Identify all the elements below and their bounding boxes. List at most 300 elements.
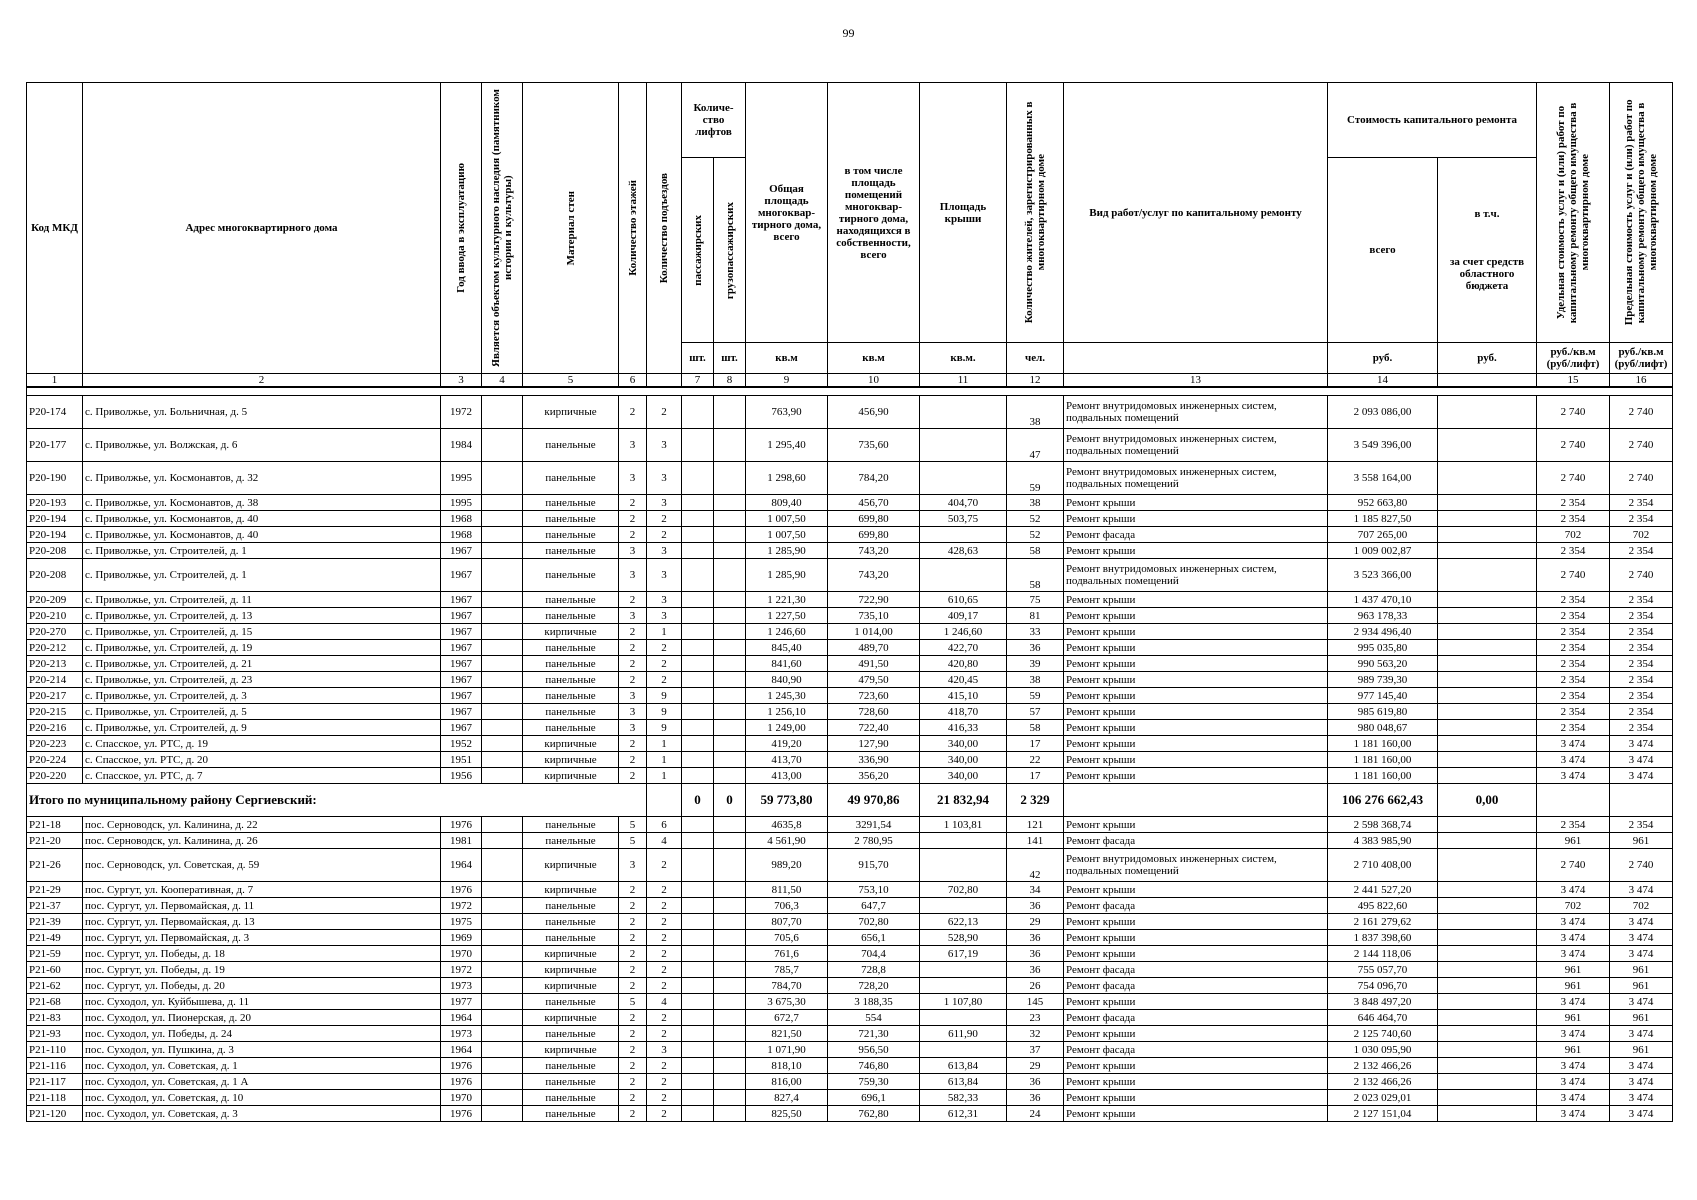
cell-cost: 963 178,33: [1328, 608, 1438, 624]
cell-total: 809,40: [746, 495, 828, 511]
cell-entr: 2: [647, 914, 682, 930]
cell-unit: 2 740: [1537, 396, 1610, 429]
cell-cost: 3 523 366,00: [1328, 559, 1438, 592]
total-row: [27, 784, 1673, 817]
cell-roof: 404,70: [920, 495, 1007, 511]
table-row: [27, 930, 1673, 946]
cell-year: 1964: [441, 1010, 482, 1026]
col-num: 11: [920, 374, 1007, 388]
cell-res: 38: [1007, 672, 1064, 688]
cell-unit: 3 474: [1537, 1106, 1610, 1122]
table-row: [27, 833, 1673, 849]
cell-work: Ремонт крыши: [1064, 1074, 1328, 1090]
cell-cost: 1 181 160,00: [1328, 752, 1438, 768]
cell-owned: 743,20: [828, 559, 920, 592]
cell-address: с. Приволжье, ул. Больничная, д. 5: [83, 396, 441, 429]
cell-owned: 456,90: [828, 396, 920, 429]
cell-entr: 2: [647, 849, 682, 882]
cell-work: Ремонт внутридомовых инженерных систем, подвальных помещений: [1064, 462, 1328, 495]
cell-roof: [920, 429, 1007, 462]
cell-entr: 2: [647, 640, 682, 656]
cell-year: 1970: [441, 1090, 482, 1106]
cell-total: 1 245,30: [746, 688, 828, 704]
cell-owned: 3 188,35: [828, 994, 920, 1010]
header-year: Год ввода в эксплуатацию: [455, 163, 467, 293]
cell-owned: 1 014,00: [828, 624, 920, 640]
cell-address: с. Приволжье, ул. Строителей, д. 19: [83, 640, 441, 656]
cell-work: Ремонт внутридомовых инженерных систем, подвальных помещений: [1064, 429, 1328, 462]
cell-roof: 420,80: [920, 656, 1007, 672]
cell-wall: кирпичные: [523, 962, 619, 978]
total-area: 59 773,80: [746, 784, 828, 817]
cell-floors: 2: [619, 962, 647, 978]
cell-floors: 2: [619, 592, 647, 608]
cell-cost: 980 048,67: [1328, 720, 1438, 736]
cell-total: 784,70: [746, 978, 828, 994]
cell-cost: 1 181 160,00: [1328, 768, 1438, 784]
table-row: [27, 849, 1673, 882]
cell-year: 1956: [441, 768, 482, 784]
cell-code: Р20-194: [27, 511, 83, 527]
cell-roof: 612,31: [920, 1106, 1007, 1122]
cell-owned: 704,4: [828, 946, 920, 962]
cell-year: 1967: [441, 640, 482, 656]
cell-total: 841,60: [746, 656, 828, 672]
cell-unit: 2 740: [1537, 462, 1610, 495]
cell-owned: 735,60: [828, 429, 920, 462]
cell-code: Р21-29: [27, 882, 83, 898]
cell-entr: 2: [647, 1074, 682, 1090]
cell-year: 1972: [441, 396, 482, 429]
cell-entr: 4: [647, 833, 682, 849]
cell-address: пос. Суходол, ул. Советская, д. 1 А: [83, 1074, 441, 1090]
cell-work: Ремонт крыши: [1064, 736, 1328, 752]
cell-roof: 582,33: [920, 1090, 1007, 1106]
cell-total: 1 249,00: [746, 720, 828, 736]
cell-unit: 2 354: [1537, 704, 1610, 720]
cell-wall: панельные: [523, 898, 619, 914]
header-max-cost: Предельная стоимость услуг и (или) работ по капитальному ремонту общего имущества в многоквартирном доме: [1623, 99, 1660, 326]
cell-work: Ремонт фасада: [1064, 833, 1328, 849]
unit-rate: руб./кв.м (руб/лифт): [1537, 343, 1610, 374]
cell-res: 36: [1007, 898, 1064, 914]
cell-max: 3 474: [1610, 994, 1673, 1010]
cell-address: пос. Сургут, ул. Первомайская, д. 11: [83, 898, 441, 914]
header-roof-area: Площадь крыши: [920, 83, 1007, 343]
cell-wall: панельные: [523, 429, 619, 462]
cell-total: 413,00: [746, 768, 828, 784]
cell-total: 807,70: [746, 914, 828, 930]
cell-wall: панельные: [523, 704, 619, 720]
cell-address: пос. Суходол, ул. Пионерская, д. 20: [83, 1010, 441, 1026]
cell-cost: 2 125 740,60: [1328, 1026, 1438, 1042]
cell-entr: 2: [647, 1106, 682, 1122]
cell-owned: 702,80: [828, 914, 920, 930]
cell-floors: 2: [619, 946, 647, 962]
cell-work: Ремонт фасада: [1064, 978, 1328, 994]
cell-code: Р21-18: [27, 817, 83, 833]
cell-floors: 2: [619, 1090, 647, 1106]
cell-cost: 754 096,70: [1328, 978, 1438, 994]
table-row: [27, 429, 1673, 462]
cell-code: Р20-209: [27, 592, 83, 608]
col-num: 15: [1537, 374, 1610, 388]
cell-owned: 743,20: [828, 543, 920, 559]
cell-unit: 2 354: [1537, 592, 1610, 608]
cell-cost: 646 464,70: [1328, 1010, 1438, 1026]
cell-cost: 707 265,00: [1328, 527, 1438, 543]
cell-owned: 721,30: [828, 1026, 920, 1042]
cell-res: 52: [1007, 511, 1064, 527]
cell-roof: 415,10: [920, 688, 1007, 704]
header-address: Адрес многоквартирного дома: [83, 83, 441, 374]
cell-owned: 753,10: [828, 882, 920, 898]
cell-total: 4635,8: [746, 817, 828, 833]
cell-entr: 1: [647, 624, 682, 640]
cell-max: 2 354: [1610, 688, 1673, 704]
col-num: 8: [714, 374, 746, 388]
cell-max: 2 740: [1610, 462, 1673, 495]
cell-unit: 2 354: [1537, 640, 1610, 656]
col-num: 14: [1328, 374, 1438, 388]
cell-unit: 2 354: [1537, 624, 1610, 640]
cell-entr: 9: [647, 704, 682, 720]
cell-code: Р20-190: [27, 462, 83, 495]
cell-work: Ремонт крыши: [1064, 720, 1328, 736]
cell-address: пос. Суходол, ул. Советская, д. 1: [83, 1058, 441, 1074]
cell-unit: 2 354: [1537, 720, 1610, 736]
table-row: [27, 495, 1673, 511]
cell-entr: 3: [647, 429, 682, 462]
table-row: [27, 914, 1673, 930]
cell-floors: 2: [619, 1106, 647, 1122]
cell-address: с. Приволжье, ул. Строителей, д. 1: [83, 559, 441, 592]
cell-total: 827,4: [746, 1090, 828, 1106]
cell-address: с. Приволжье, ул. Космонавтов, д. 32: [83, 462, 441, 495]
cell-res: 58: [1007, 720, 1064, 736]
cell-address: с. Приволжье, ул. Волжская, д. 6: [83, 429, 441, 462]
total-owned-area: 49 970,86: [828, 784, 920, 817]
cell-year: 1967: [441, 543, 482, 559]
cell-roof: [920, 559, 1007, 592]
cell-max: 2 354: [1610, 495, 1673, 511]
col-num: 5: [523, 374, 619, 388]
cell-wall: панельные: [523, 833, 619, 849]
cell-res: 36: [1007, 962, 1064, 978]
cell-max: 3 474: [1610, 1058, 1673, 1074]
cell-code: Р21-118: [27, 1090, 83, 1106]
cell-total: 1 007,50: [746, 511, 828, 527]
cell-total: 419,20: [746, 736, 828, 752]
cell-unit: 961: [1537, 962, 1610, 978]
cell-wall: панельные: [523, 527, 619, 543]
cell-roof: [920, 1010, 1007, 1026]
cell-res: 33: [1007, 624, 1064, 640]
cell-total: 1 298,60: [746, 462, 828, 495]
cell-max: 2 740: [1610, 559, 1673, 592]
cell-code: Р20-210: [27, 608, 83, 624]
cell-code: Р20-215: [27, 704, 83, 720]
cell-total: 706,3: [746, 898, 828, 914]
cell-owned: 479,50: [828, 672, 920, 688]
cell-roof: [920, 1042, 1007, 1058]
cell-floors: 3: [619, 462, 647, 495]
table-row: [27, 608, 1673, 624]
cell-entr: 2: [647, 962, 682, 978]
cell-max: 3 474: [1610, 882, 1673, 898]
cell-total: 818,10: [746, 1058, 828, 1074]
cell-res: 47: [1007, 429, 1064, 462]
cell-year: 1952: [441, 736, 482, 752]
cell-floors: 3: [619, 429, 647, 462]
cell-address: с. Приволжье, ул. Космонавтов, д. 40: [83, 511, 441, 527]
cell-entr: 2: [647, 882, 682, 898]
header-total-area: Общая площадь многоквар-тирного дома, всего: [746, 83, 828, 343]
cell-entr: 1: [647, 736, 682, 752]
cell-unit: 3 474: [1537, 1090, 1610, 1106]
cell-address: пос. Суходол, ул. Советская, д. 3: [83, 1106, 441, 1122]
cell-max: 961: [1610, 1042, 1673, 1058]
cell-year: 1970: [441, 946, 482, 962]
cell-cost: 2 144 118,06: [1328, 946, 1438, 962]
cell-owned: 784,20: [828, 462, 920, 495]
cell-address: пос. Сургут, ул. Победы, д. 19: [83, 962, 441, 978]
cell-total: 1 285,90: [746, 559, 828, 592]
cell-roof: 418,70: [920, 704, 1007, 720]
header-floors: Количество этажей: [626, 180, 639, 276]
cell-floors: 2: [619, 511, 647, 527]
cell-owned: 723,60: [828, 688, 920, 704]
cell-year: 1976: [441, 817, 482, 833]
cell-year: 1967: [441, 656, 482, 672]
cell-year: 1964: [441, 1042, 482, 1058]
unit-sqm: кв.м: [746, 343, 828, 374]
cell-roof: 340,00: [920, 768, 1007, 784]
cell-res: 59: [1007, 688, 1064, 704]
cell-res: 17: [1007, 736, 1064, 752]
cell-owned: 489,70: [828, 640, 920, 656]
cell-unit: 2 354: [1537, 688, 1610, 704]
cell-code: Р21-116: [27, 1058, 83, 1074]
col-num: 2: [83, 374, 441, 388]
cell-entr: 2: [647, 1010, 682, 1026]
cell-cost: 977 145,40: [1328, 688, 1438, 704]
cell-work: Ремонт крыши: [1064, 592, 1328, 608]
cell-address: с. Приволжье, ул. Строителей, д. 21: [83, 656, 441, 672]
cell-owned: 554: [828, 1010, 920, 1026]
cell-code: Р21-59: [27, 946, 83, 962]
cell-roof: 340,00: [920, 752, 1007, 768]
cell-floors: 5: [619, 833, 647, 849]
cell-unit: 2 354: [1537, 817, 1610, 833]
cell-cost: 2 127 151,04: [1328, 1106, 1438, 1122]
cell-res: 22: [1007, 752, 1064, 768]
cell-total: 761,6: [746, 946, 828, 962]
cell-code: Р20-194: [27, 527, 83, 543]
cell-roof: 428,63: [920, 543, 1007, 559]
cell-cost: 2 132 466,26: [1328, 1074, 1438, 1090]
cell-unit: 3 474: [1537, 914, 1610, 930]
cell-unit: 3 474: [1537, 1074, 1610, 1090]
cell-floors: 3: [619, 704, 647, 720]
cell-code: Р20-213: [27, 656, 83, 672]
cell-work: Ремонт крыши: [1064, 994, 1328, 1010]
cell-max: 2 354: [1610, 672, 1673, 688]
cell-floors: 2: [619, 640, 647, 656]
repair-table: [26, 82, 1673, 1122]
table-row: [27, 752, 1673, 768]
cell-roof: [920, 898, 1007, 914]
cell-cost: 985 619,80: [1328, 704, 1438, 720]
cell-max: 3 474: [1610, 752, 1673, 768]
col-num: 4: [482, 374, 523, 388]
col-num: 13: [1064, 374, 1328, 388]
cell-res: 23: [1007, 1010, 1064, 1026]
cell-entr: 9: [647, 720, 682, 736]
cell-res: 29: [1007, 914, 1064, 930]
cell-wall: кирпичные: [523, 736, 619, 752]
cell-address: пос. Суходол, ул. Победы, д. 24: [83, 1026, 441, 1042]
unit-sqm: кв.м: [828, 343, 920, 374]
cell-code: Р20-224: [27, 752, 83, 768]
cell-roof: 528,90: [920, 930, 1007, 946]
cell-address: с. Приволжье, ул. Строителей, д. 9: [83, 720, 441, 736]
cell-cost: 3 549 396,00: [1328, 429, 1438, 462]
cell-owned: 696,1: [828, 1090, 920, 1106]
cell-wall: кирпичные: [523, 849, 619, 882]
cell-floors: 2: [619, 736, 647, 752]
cell-max: 2 354: [1610, 817, 1673, 833]
cell-roof: 1 107,80: [920, 994, 1007, 1010]
cell-res: 36: [1007, 1090, 1064, 1106]
cell-wall: панельные: [523, 817, 619, 833]
header-cost-incl: [1438, 158, 1537, 343]
cell-unit: 2 740: [1537, 849, 1610, 882]
cell-entr: 3: [647, 462, 682, 495]
cell-res: 42: [1007, 849, 1064, 882]
cell-work: Ремонт крыши: [1064, 624, 1328, 640]
cell-max: 3 474: [1610, 946, 1673, 962]
cell-code: Р21-68: [27, 994, 83, 1010]
cell-wall: панельные: [523, 543, 619, 559]
cell-entr: 9: [647, 688, 682, 704]
cell-unit: 961: [1537, 1010, 1610, 1026]
cell-res: 36: [1007, 640, 1064, 656]
cell-work: Ремонт внутридомовых инженерных систем, подвальных помещений: [1064, 849, 1328, 882]
cell-floors: 5: [619, 994, 647, 1010]
cell-wall: панельные: [523, 914, 619, 930]
cell-unit: 702: [1537, 527, 1610, 543]
cell-roof: [920, 962, 1007, 978]
cell-unit: 2 354: [1537, 656, 1610, 672]
cell-cost: 2 132 466,26: [1328, 1058, 1438, 1074]
cell-cost: 2 161 279,62: [1328, 914, 1438, 930]
cell-total: 1 285,90: [746, 543, 828, 559]
cell-owned: 456,70: [828, 495, 920, 511]
cell-roof: [920, 462, 1007, 495]
cell-res: 39: [1007, 656, 1064, 672]
cell-roof: 702,80: [920, 882, 1007, 898]
table-row: [27, 736, 1673, 752]
cell-floors: 2: [619, 1058, 647, 1074]
cell-unit: 2 740: [1537, 559, 1610, 592]
cell-wall: панельные: [523, 720, 619, 736]
cell-owned: 356,20: [828, 768, 920, 784]
cell-wall: панельные: [523, 688, 619, 704]
cell-year: 1951: [441, 752, 482, 768]
cell-cost: 995 035,80: [1328, 640, 1438, 656]
cell-floors: 2: [619, 978, 647, 994]
cell-year: 1967: [441, 608, 482, 624]
cell-total: 821,50: [746, 1026, 828, 1042]
cell-work: Ремонт крыши: [1064, 495, 1328, 511]
cell-wall: панельные: [523, 1090, 619, 1106]
cell-code: Р21-37: [27, 898, 83, 914]
col-num: 6: [619, 374, 647, 388]
cell-max: 3 474: [1610, 1090, 1673, 1106]
header-owned-area: в том числе площадь помещений многоквар-тирного дома, находящихся в собственности, всего: [828, 83, 920, 343]
cell-wall: панельные: [523, 672, 619, 688]
cell-owned: 2 780,95: [828, 833, 920, 849]
table-row: [27, 768, 1673, 784]
cell-unit: 3 474: [1537, 768, 1610, 784]
cell-code: Р20-174: [27, 396, 83, 429]
table-row: [27, 559, 1673, 592]
table-row: [27, 624, 1673, 640]
cell-max: 2 354: [1610, 704, 1673, 720]
cell-year: 1967: [441, 559, 482, 592]
cell-year: 1967: [441, 592, 482, 608]
cell-code: Р21-39: [27, 914, 83, 930]
cell-unit: 3 474: [1537, 1026, 1610, 1042]
unit-people: чел.: [1007, 343, 1064, 374]
cell-total: 3 675,30: [746, 994, 828, 1010]
cell-res: 145: [1007, 994, 1064, 1010]
table-row: [27, 672, 1673, 688]
cell-year: 1995: [441, 462, 482, 495]
cell-roof: 613,84: [920, 1058, 1007, 1074]
cell-roof: 1 103,81: [920, 817, 1007, 833]
cell-unit: 961: [1537, 978, 1610, 994]
cell-code: Р21-93: [27, 1026, 83, 1042]
cell-roof: 416,33: [920, 720, 1007, 736]
col-num: 1: [27, 374, 83, 388]
header-residents: Количество жителей, зарегистрированных в многоквартирном доме: [1023, 101, 1047, 324]
table-row: [27, 462, 1673, 495]
cell-unit: 3 474: [1537, 994, 1610, 1010]
cell-owned: 728,60: [828, 704, 920, 720]
cell-owned: 915,70: [828, 849, 920, 882]
cell-owned: 728,20: [828, 978, 920, 994]
cell-address: пос. Суходол, ул. Советская, д. 10: [83, 1090, 441, 1106]
cell-unit: 702: [1537, 898, 1610, 914]
unit-rub: руб.: [1328, 343, 1438, 374]
cell-year: 1967: [441, 720, 482, 736]
cell-year: 1968: [441, 511, 482, 527]
cell-wall: кирпичные: [523, 624, 619, 640]
header-work-type: Вид работ/услуг по капитальному ремонту: [1064, 83, 1328, 343]
cell-wall: панельные: [523, 608, 619, 624]
cell-entr: 2: [647, 1058, 682, 1074]
cell-cost: 2 598 368,74: [1328, 817, 1438, 833]
cell-cost: 495 822,60: [1328, 898, 1438, 914]
cell-res: 81: [1007, 608, 1064, 624]
table-body-section-a: [27, 396, 1673, 784]
cell-wall: панельные: [523, 511, 619, 527]
cell-roof: [920, 849, 1007, 882]
cell-address: пос. Сургут, ул. Первомайская, д. 13: [83, 914, 441, 930]
unit-rate: руб./кв.м (руб/лифт): [1610, 343, 1673, 374]
